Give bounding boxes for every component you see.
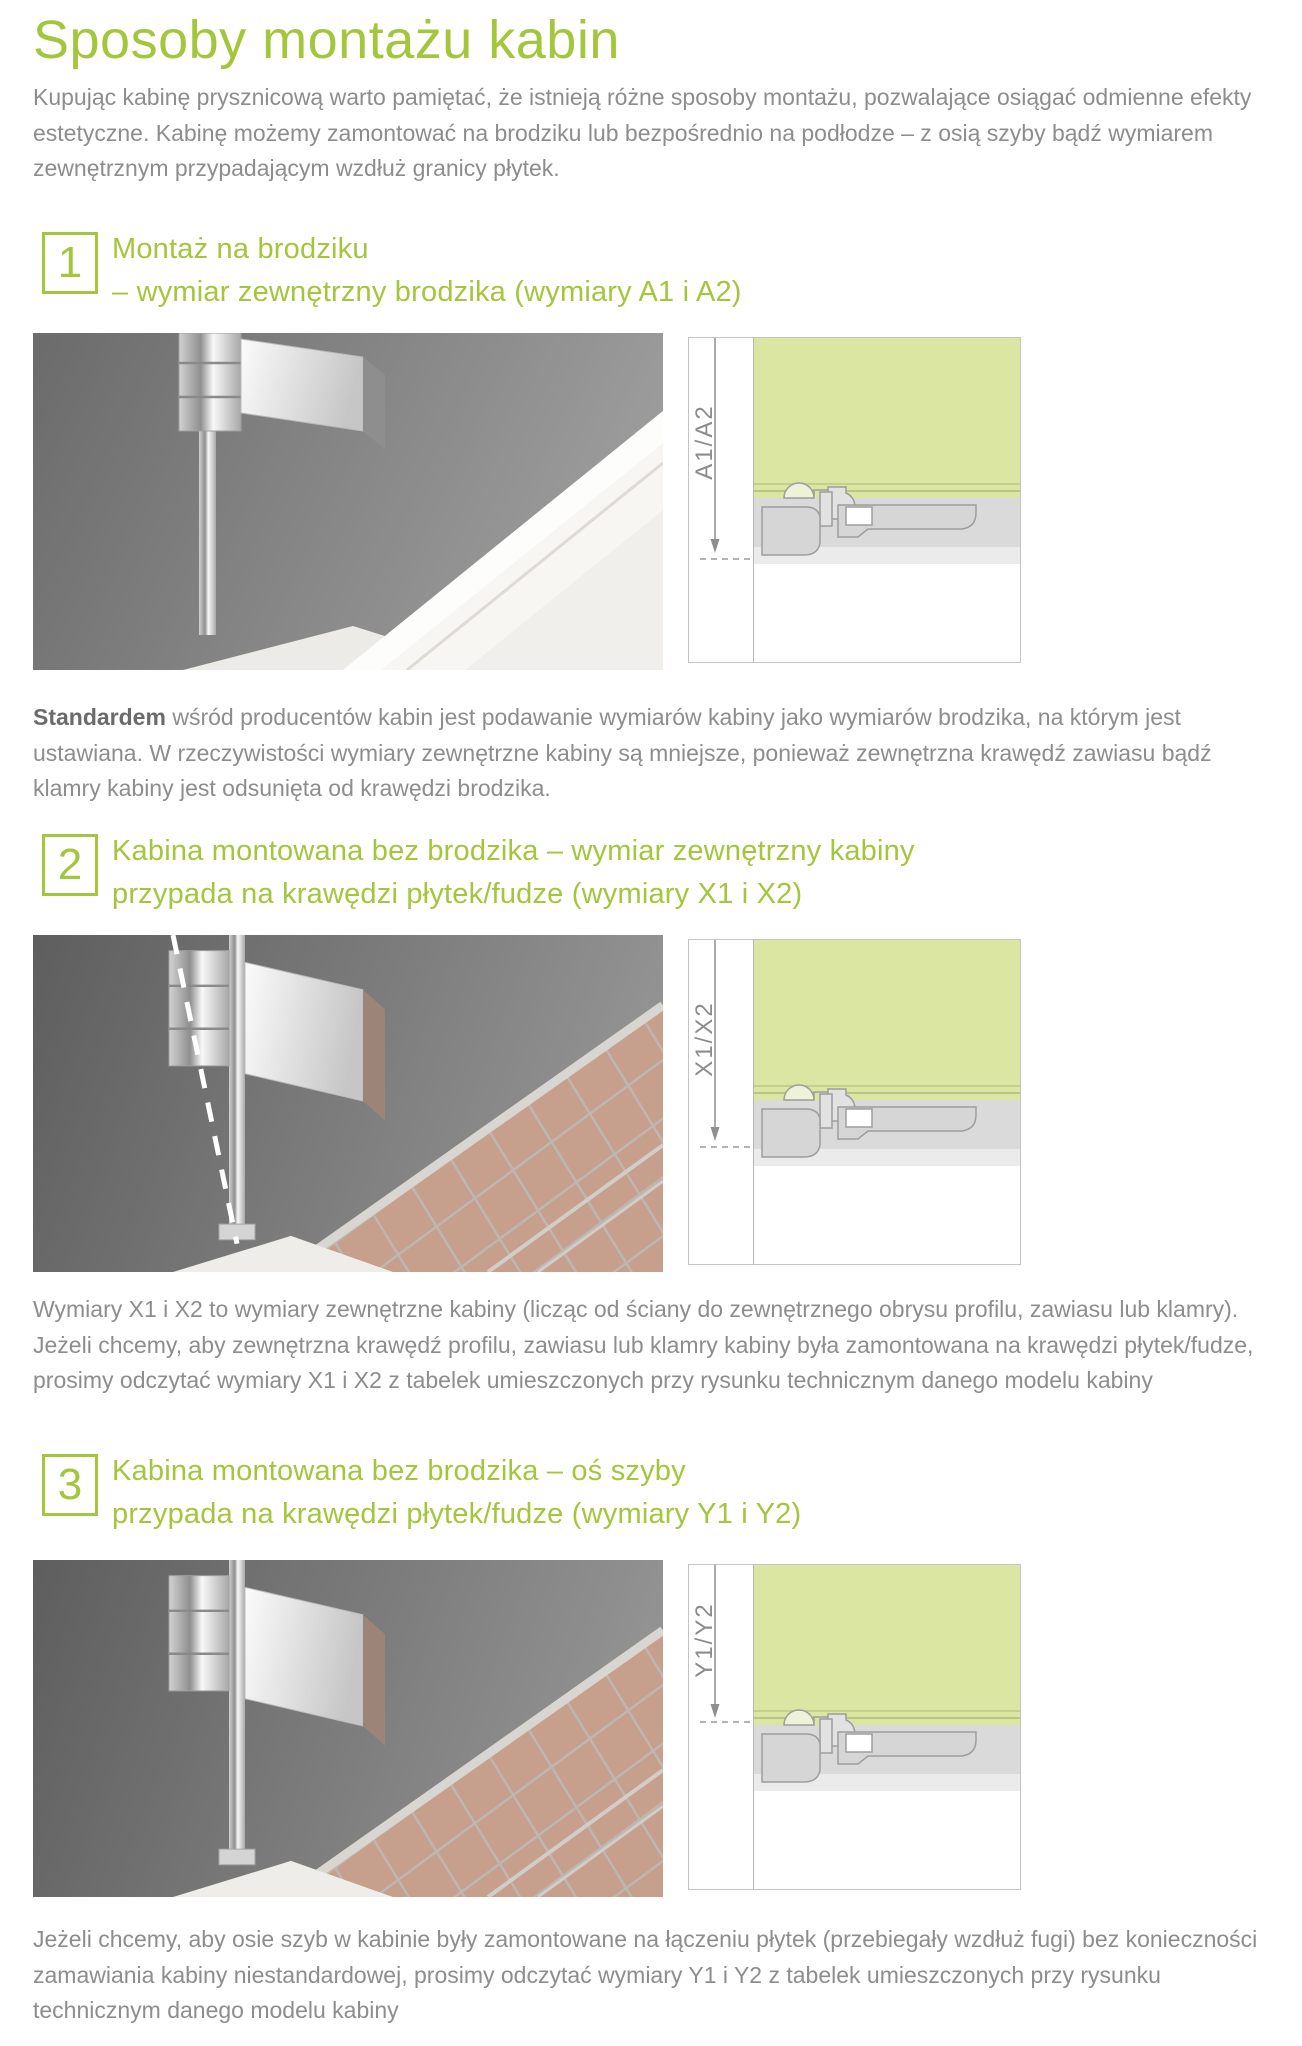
section-2-figures	[33, 935, 1273, 1275]
diagram-y1-y2	[688, 1564, 1021, 1890]
section-1-caption-text: wśród producentów kabin jest podawanie wymiarów kabiny jako wymiarów brodzika, na którym jest ustawiana. W rzeczywistości wymiary zewnętrzne kabiny są mniejsze, ponieważ zewnętrzna krawędź zawiasu bądź klamry kabiny jest odsunięta od krawędzi brodzika.	[33, 704, 1212, 801]
photo-shower-tray-hinge	[33, 333, 663, 670]
section-3-figures	[33, 1560, 1273, 1900]
intro-paragraph: Kupując kabinę prysznicową warto pamiętać, że istnieją różne sposoby montażu, pozwalające osiągać odmienne efekty estetyczne. Kabinę możemy zamontować na brodziku lub bezpośrednio na podłodze – z osią szyby bądź wymiarem zewnętrznym przypadającym wzdłuż granicy płytek.	[33, 84, 1252, 181]
photo-tiles-hinge-outer-edge	[33, 935, 663, 1272]
section-1-heading	[112, 228, 742, 314]
section-2-heading-line2: przypada na krawędzi płytek/fudze (wymiary X1 i X2)	[112, 878, 803, 910]
photo-tiles-hinge-glass-axis	[33, 1560, 663, 1897]
photo-tiles-hinge-graphic	[33, 935, 663, 1272]
section-3-heading-line2: przypada na krawędzi płytek/fudze (wymiary Y1 i Y2)	[112, 1498, 802, 1530]
section-3-caption: Jeżeli chcemy, aby osie szyb w kabinie były zamontowane na łączeniu płytek (przebiegały wzdłuż fugi) bez konieczności zamawiania kabiny niestandardowej, prosimy odczytać wymiary Y1 i Y2 z tabelek umieszczonych przy rysunku technicznym danego modelu kabiny	[33, 1926, 1258, 2023]
section-1-heading-line1: Montaż na brodziku	[112, 233, 369, 265]
photo-tiles-hinge-graphic	[33, 1560, 663, 1897]
section-2-header	[42, 830, 1242, 916]
section-2-heading-line1: Kabina montowana bez brodzika – wymiar zewnętrzny kabiny	[112, 835, 915, 867]
glass-panel	[754, 338, 1020, 498]
diagram-a1-a2-graphic	[688, 337, 1021, 663]
photo-shower-tray-hinge-graphic	[33, 333, 663, 670]
section-2-caption: Wymiary X1 i X2 to wymiary zewnętrzne kabiny (licząc od ściany do zewnętrznego obrysu profilu, zawiasu lub klamry). Jeżeli chcemy, aby zewnętrzna krawędź profilu, zawiasu lub klamry kabiny była zamontowana na krawędzi płytek/fudze, prosimy odczytać wymiary X1 i X2 z tabelek umieszczonych przy rysunku technicznym danego modelu kabiny	[33, 1296, 1254, 1393]
section-3-number-badge: 3	[42, 1454, 98, 1516]
page-title: Sposoby montażu kabin	[33, 10, 620, 70]
dimension-label-a1-a2: A1/A2	[691, 404, 718, 480]
section-2-heading	[112, 830, 915, 916]
section-2-number-badge: 2	[42, 834, 98, 896]
section-3-header	[42, 1450, 1242, 1536]
section-3-heading-line1: Kabina montowana bez brodzika – oś szyby	[112, 1455, 686, 1487]
section-1-header	[42, 228, 1242, 314]
caption-bold-lead: Standardem	[33, 704, 166, 730]
section-3-heading	[112, 1450, 801, 1536]
section-1-heading-line2: – wymiar zewnętrzny brodzika (wymiary A1 i A2)	[112, 276, 742, 308]
glass-panel	[754, 1565, 1020, 1725]
section-1-number-badge: 1	[42, 232, 98, 294]
diagram-x1-x2-graphic	[688, 939, 1021, 1265]
diagram-a1-a2	[688, 337, 1021, 663]
diagram-x1-x2	[688, 939, 1021, 1265]
dimension-label-x1-x2: X1/X2	[691, 1001, 718, 1077]
diagram-y1-y2-graphic	[688, 1564, 1021, 1890]
section-1-figures	[33, 333, 1273, 673]
section-1-caption	[33, 700, 1278, 807]
glass-profile-strip	[199, 423, 216, 635]
dimension-label-y1-y2: Y1/Y2	[691, 1602, 718, 1678]
glass-panel	[754, 940, 1020, 1100]
